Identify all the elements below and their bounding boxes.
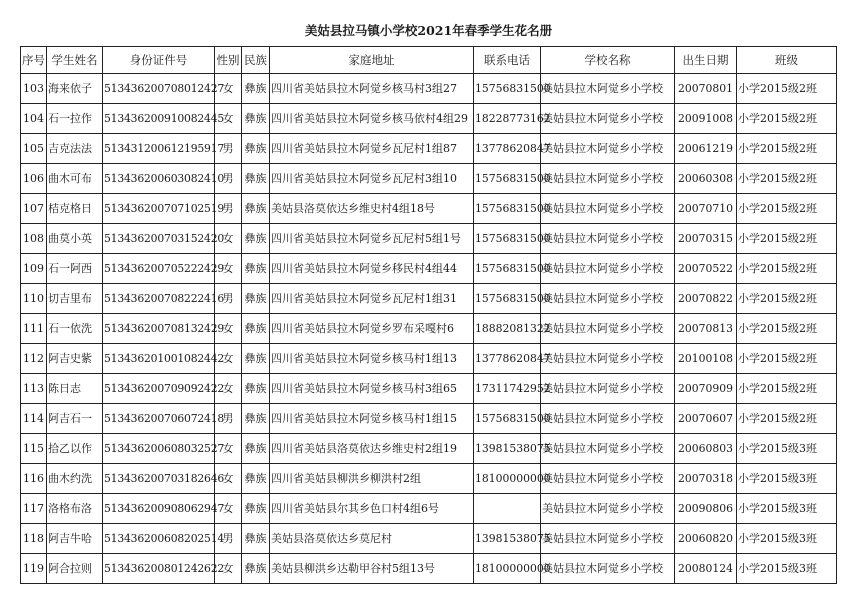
cell-name: 桔克格日	[47, 194, 103, 224]
header-ethnicity: 民族	[242, 47, 270, 74]
cell-school: 美姑县拉木阿觉乡小学校	[541, 494, 675, 524]
cell-class: 小学2015级2班	[737, 224, 837, 254]
cell-phone: 13981538075	[474, 434, 541, 464]
header-school: 学校名称	[541, 47, 675, 74]
cell-birthdate: 20070607	[675, 404, 737, 434]
cell-birthdate: 20070315	[675, 224, 737, 254]
cell-phone: 13981538075	[474, 524, 541, 554]
cell-id-number: 513436200703152420	[103, 224, 215, 254]
table-row	[21, 164, 837, 194]
cell-sex: 男	[215, 284, 242, 314]
cell-seq: 108	[21, 224, 47, 254]
cell-class: 小学2015级2班	[737, 314, 837, 344]
cell-birthdate: 20061219	[675, 134, 737, 164]
cell-birthdate: 20080124	[675, 554, 737, 584]
cell-address: 四川省美姑县拉木阿觉乡瓦尼村3组10	[270, 164, 474, 194]
cell-school: 美姑县拉木阿觉乡小学校	[541, 374, 675, 404]
cell-ethnicity: 彝族	[242, 554, 270, 584]
cell-seq: 103	[21, 74, 47, 104]
cell-school: 美姑县拉木阿觉乡小学校	[541, 134, 675, 164]
cell-id-number: 513436201001082442	[103, 344, 215, 374]
cell-school: 美姑县拉木阿觉乡小学校	[541, 434, 675, 464]
cell-phone: 15756831500	[474, 404, 541, 434]
cell-address: 四川省美姑县拉木阿觉乡瓦尼村5组1号	[270, 224, 474, 254]
cell-phone: 15756831500	[474, 194, 541, 224]
cell-name: 切吉里布	[47, 284, 103, 314]
cell-birthdate: 20060820	[675, 524, 737, 554]
cell-sex: 女	[215, 554, 242, 584]
cell-address: 四川省美姑县拉木阿觉乡罗布采嘎村6	[270, 314, 474, 344]
cell-phone: 15756831500	[474, 224, 541, 254]
cell-phone: 18228773162	[474, 104, 541, 134]
header-class: 班级	[737, 47, 837, 74]
cell-class: 小学2015级2班	[737, 404, 837, 434]
table-row	[21, 134, 837, 164]
cell-class: 小学2015级2班	[737, 374, 837, 404]
table-row	[21, 554, 837, 584]
cell-class: 小学2015级3班	[737, 554, 837, 584]
cell-seq: 118	[21, 524, 47, 554]
cell-name: 石一依洗	[47, 314, 103, 344]
cell-name: 曲木约洗	[47, 464, 103, 494]
cell-address: 美姑县洛莫依达乡维史村4组18号	[270, 194, 474, 224]
cell-birthdate: 20070318	[675, 464, 737, 494]
cell-sex: 女	[215, 314, 242, 344]
header-seq: 序号	[21, 47, 47, 74]
cell-school: 美姑县拉木阿觉乡小学校	[541, 104, 675, 134]
header-birthdate: 出生日期	[675, 47, 737, 74]
cell-ethnicity: 彝族	[242, 464, 270, 494]
cell-address: 四川省美姑县拉木阿觉乡核马依村4组29	[270, 104, 474, 134]
cell-sex: 女	[215, 434, 242, 464]
cell-address: 四川省美姑县拉木阿觉乡核马村1组15	[270, 404, 474, 434]
table-row	[21, 434, 837, 464]
cell-school: 美姑县拉木阿觉乡小学校	[541, 74, 675, 104]
cell-seq: 104	[21, 104, 47, 134]
cell-address: 四川省美姑县拉木阿觉乡核马村3组27	[270, 74, 474, 104]
cell-seq: 107	[21, 194, 47, 224]
cell-class: 小学2015级2班	[737, 74, 837, 104]
cell-address: 美姑县洛莫依达乡莫尼村	[270, 524, 474, 554]
cell-phone: 13778620847	[474, 134, 541, 164]
cell-address: 四川省美姑县尔其乡色口村4组6号	[270, 494, 474, 524]
cell-name: 海来依子	[47, 74, 103, 104]
cell-birthdate: 20090806	[675, 494, 737, 524]
cell-address: 四川省美姑县柳洪乡柳洪村2组	[270, 464, 474, 494]
cell-sex: 男	[215, 194, 242, 224]
cell-seq: 115	[21, 434, 47, 464]
cell-sex: 女	[215, 104, 242, 134]
table-row	[21, 284, 837, 314]
cell-address: 四川省美姑县拉木阿觉乡瓦尼村1组87	[270, 134, 474, 164]
cell-id-number: 513436200707102519	[103, 194, 215, 224]
cell-seq: 105	[21, 134, 47, 164]
cell-class: 小学2015级3班	[737, 434, 837, 464]
table-row	[21, 254, 837, 284]
cell-name: 石一阿西	[47, 254, 103, 284]
cell-class: 小学2015级3班	[737, 464, 837, 494]
cell-sex: 女	[215, 254, 242, 284]
cell-ethnicity: 彝族	[242, 104, 270, 134]
cell-address: 美姑县柳洪乡达勒甲谷村5组13号	[270, 554, 474, 584]
cell-class: 小学2015级2班	[737, 194, 837, 224]
cell-phone: 15756831500	[474, 284, 541, 314]
cell-address: 四川省美姑县洛莫依达乡维史村2组19	[270, 434, 474, 464]
cell-class: 小学2015级2班	[737, 254, 837, 284]
cell-id-number: 513436200608032527	[103, 434, 215, 464]
table-row	[21, 464, 837, 494]
cell-seq: 117	[21, 494, 47, 524]
cell-ethnicity: 彝族	[242, 344, 270, 374]
cell-sex: 女	[215, 344, 242, 374]
cell-class: 小学2015级2班	[737, 164, 837, 194]
table-header-row	[21, 47, 837, 74]
cell-sex: 女	[215, 74, 242, 104]
cell-ethnicity: 彝族	[242, 134, 270, 164]
cell-school: 美姑县拉木阿觉乡小学校	[541, 524, 675, 554]
cell-birthdate: 20070909	[675, 374, 737, 404]
cell-name: 陈日志	[47, 374, 103, 404]
cell-birthdate: 20070813	[675, 314, 737, 344]
table-row	[21, 494, 837, 524]
cell-address: 四川省美姑县拉木阿觉乡瓦尼村1组31	[270, 284, 474, 314]
cell-school: 美姑县拉木阿觉乡小学校	[541, 194, 675, 224]
roster-sheet	[20, 16, 836, 594]
cell-seq: 110	[21, 284, 47, 314]
cell-name: 拾乙以作	[47, 434, 103, 464]
cell-birthdate: 20070710	[675, 194, 737, 224]
table-row	[21, 74, 837, 104]
cell-school: 美姑县拉木阿觉乡小学校	[541, 314, 675, 344]
cell-phone	[474, 494, 541, 524]
cell-class: 小学2015级2班	[737, 344, 837, 374]
cell-birthdate: 20070801	[675, 74, 737, 104]
cell-name: 阿吉史紫	[47, 344, 103, 374]
cell-address: 四川省美姑县拉木阿觉乡移民村4组44	[270, 254, 474, 284]
cell-id-number: 513436200706072418	[103, 404, 215, 434]
cell-ethnicity: 彝族	[242, 494, 270, 524]
table-row	[21, 104, 837, 134]
cell-ethnicity: 彝族	[242, 194, 270, 224]
cell-seq: 116	[21, 464, 47, 494]
cell-id-number: 513436200908062947	[103, 494, 215, 524]
cell-school: 美姑县拉木阿觉乡小学校	[541, 254, 675, 284]
header-name: 学生姓名	[47, 47, 103, 74]
header-address: 家庭地址	[270, 47, 474, 74]
header-sex: 性别	[215, 47, 242, 74]
table-row	[21, 524, 837, 554]
cell-ethnicity: 彝族	[242, 164, 270, 194]
cell-birthdate: 20060803	[675, 434, 737, 464]
table-row	[21, 404, 837, 434]
cell-ethnicity: 彝族	[242, 434, 270, 464]
cell-sex: 女	[215, 224, 242, 254]
cell-id-number: 513431200612195917	[103, 134, 215, 164]
cell-seq: 111	[21, 314, 47, 344]
cell-name: 洛格布洛	[47, 494, 103, 524]
header-id: 身份证件号	[103, 47, 215, 74]
table-row	[21, 344, 837, 374]
cell-ethnicity: 彝族	[242, 224, 270, 254]
cell-ethnicity: 彝族	[242, 74, 270, 104]
cell-name: 曲莫小英	[47, 224, 103, 254]
table-body	[21, 74, 837, 584]
cell-id-number: 513436200603082410	[103, 164, 215, 194]
table-row	[21, 194, 837, 224]
table-row	[21, 314, 837, 344]
cell-ethnicity: 彝族	[242, 374, 270, 404]
cell-sex: 女	[215, 464, 242, 494]
table-row	[21, 224, 837, 254]
cell-birthdate: 20060308	[675, 164, 737, 194]
cell-seq: 119	[21, 554, 47, 584]
cell-id-number: 513436200705222429	[103, 254, 215, 284]
cell-sex: 女	[215, 374, 242, 404]
cell-seq: 113	[21, 374, 47, 404]
cell-name: 吉克法法	[47, 134, 103, 164]
cell-address: 四川省美姑县拉木阿觉乡核马村1组13	[270, 344, 474, 374]
cell-name: 曲木可布	[47, 164, 103, 194]
cell-name: 阿吉石一	[47, 404, 103, 434]
cell-ethnicity: 彝族	[242, 404, 270, 434]
cell-school: 美姑县拉木阿觉乡小学校	[541, 404, 675, 434]
cell-sex: 男	[215, 134, 242, 164]
cell-id-number: 513436200709092422	[103, 374, 215, 404]
cell-class: 小学2015级2班	[737, 284, 837, 314]
cell-class: 小学2015级2班	[737, 134, 837, 164]
cell-school: 美姑县拉木阿觉乡小学校	[541, 164, 675, 194]
cell-phone: 17311742952	[474, 374, 541, 404]
cell-seq: 106	[21, 164, 47, 194]
cell-sex: 男	[215, 524, 242, 554]
cell-ethnicity: 彝族	[242, 254, 270, 284]
cell-phone: 15756831500	[474, 254, 541, 284]
cell-id-number: 513436200608202514	[103, 524, 215, 554]
cell-id-number: 513436200708012427	[103, 74, 215, 104]
student-roster-table	[20, 16, 837, 584]
cell-birthdate: 20070822	[675, 284, 737, 314]
cell-school: 美姑县拉木阿觉乡小学校	[541, 224, 675, 254]
cell-ethnicity: 彝族	[242, 314, 270, 344]
cell-phone: 18882081322	[474, 314, 541, 344]
header-phone: 联系电话	[474, 47, 541, 74]
cell-class: 小学2015级3班	[737, 524, 837, 554]
cell-phone: 18100000000	[474, 554, 541, 584]
cell-school: 美姑县拉木阿觉乡小学校	[541, 284, 675, 314]
cell-ethnicity: 彝族	[242, 524, 270, 554]
cell-phone: 15756831500	[474, 74, 541, 104]
cell-school: 美姑县拉木阿觉乡小学校	[541, 344, 675, 374]
cell-phone: 18100000000	[474, 464, 541, 494]
cell-birthdate: 20091008	[675, 104, 737, 134]
cell-phone: 13778620847	[474, 344, 541, 374]
cell-school: 美姑县拉木阿觉乡小学校	[541, 464, 675, 494]
cell-address: 四川省美姑县拉木阿觉乡核马村3组65	[270, 374, 474, 404]
cell-id-number: 513436200708222416	[103, 284, 215, 314]
cell-phone: 15756831500	[474, 164, 541, 194]
cell-seq: 114	[21, 404, 47, 434]
cell-id-number: 513436200910082445	[103, 104, 215, 134]
cell-school: 美姑县拉木阿觉乡小学校	[541, 554, 675, 584]
cell-birthdate: 20070522	[675, 254, 737, 284]
cell-ethnicity: 彝族	[242, 284, 270, 314]
cell-name: 石一拉作	[47, 104, 103, 134]
cell-id-number: 513436200708132429	[103, 314, 215, 344]
cell-name: 阿合拉则	[47, 554, 103, 584]
cell-seq: 112	[21, 344, 47, 374]
table-row	[21, 374, 837, 404]
cell-sex: 男	[215, 164, 242, 194]
page-title: 美姑县拉马镇小学校2021年春季学生花名册	[21, 16, 837, 47]
cell-class: 小学2015级2班	[737, 104, 837, 134]
cell-class: 小学2015级3班	[737, 494, 837, 524]
cell-sex: 男	[215, 404, 242, 434]
cell-name: 阿吉牛哈	[47, 524, 103, 554]
cell-birthdate: 20100108	[675, 344, 737, 374]
cell-id-number: 513436200801242622	[103, 554, 215, 584]
cell-sex: 女	[215, 494, 242, 524]
cell-id-number: 513436200703182646	[103, 464, 215, 494]
cell-seq: 109	[21, 254, 47, 284]
